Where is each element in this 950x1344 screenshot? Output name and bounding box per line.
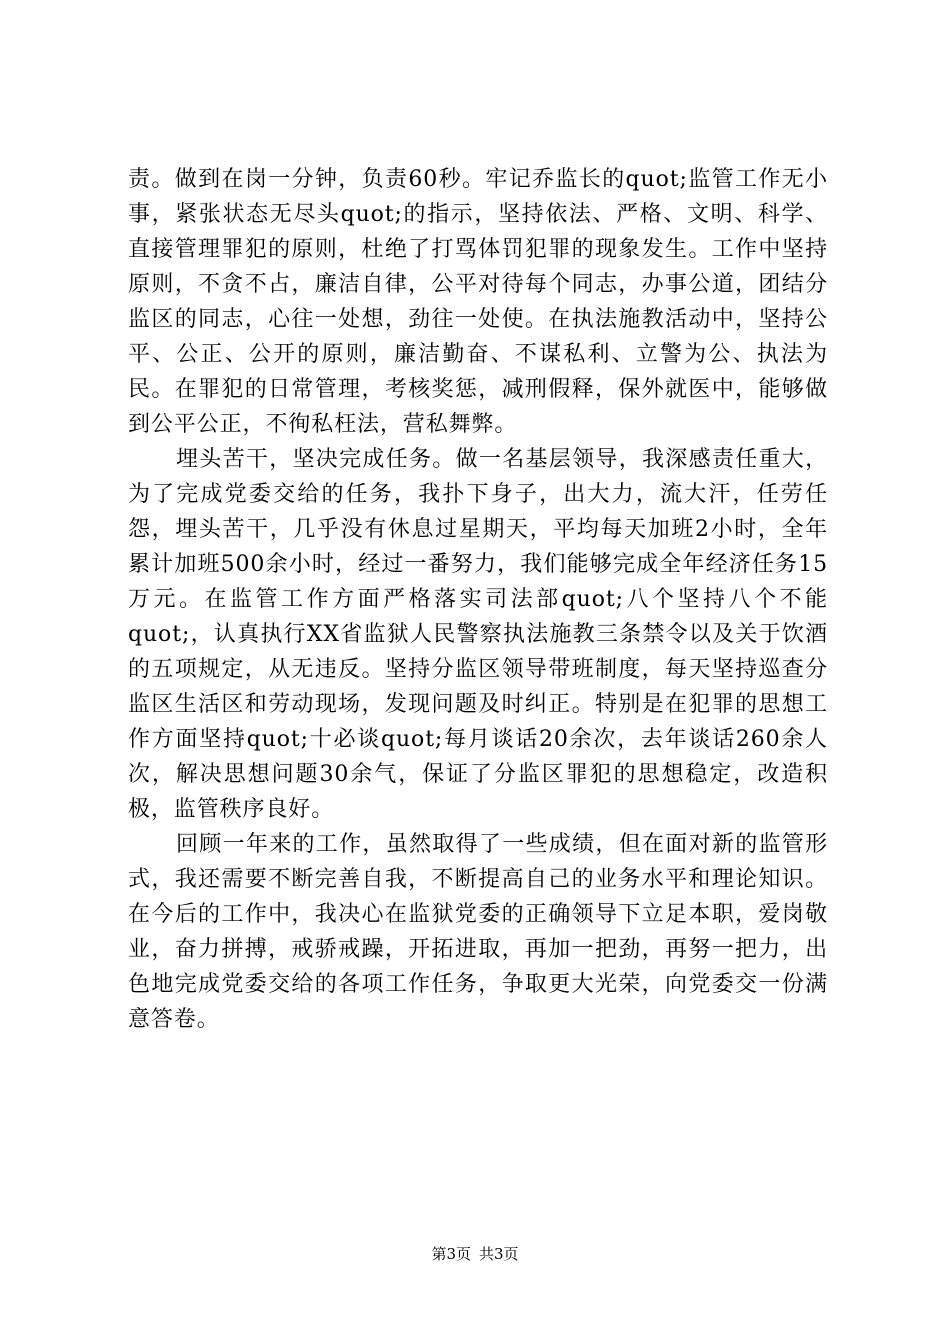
paragraph-hard-work: 埋头苦干，坚决完成任务。做一名基层领导，我深感责任重大，为了完成党委交给的任务，我扑下身子，出大力，流大汗，任劳任怨，埋头苦干，几乎没有休息过星期天，平均每天加班2小时，全年累计加班500余小时，经过一番努力，我们能够完成全年经济任务15万元。在监管工作方面严格落实司法部quot;八个坚持八个不能quot;，认真执行XX省监狱人民警察执法施教三条禁令以及关于饮酒的五项规定，从无违反。坚持分监区领导带班制度，每天坚持巡查分监区生活区和劳动现场，发现问题及时纠正。特别是在犯罪的思想工作方面坚持quot;十必谈quot;每月谈话20余次，去年谈话260余人次，解决思想问题30余气，保证了分监区罪犯的思想稳定，改造积极，监管秩序良好。 xyxy=(128,447,828,822)
paragraph-review: 回顾一年来的工作，虽然取得了一些成绩，但在面对新的监管形式，我还需要不断完善自我，不断提高自己的业务水平和理论知识。在今后的工作中，我决心在监狱党委的正确领导下立足本职，爱岗敬业，奋力拼搏，戒骄戒躁，开拓进取，再加一把劲，再努一把力，出色地完成党委交给的各项工作任务，争取更大光荣，向党委交一份满意答卷。 xyxy=(128,832,828,1032)
document-body xyxy=(128,162,828,1037)
paragraph-continuation: 责。做到在岗一分钟，负责60秒。牢记乔监长的quot;监管工作无小事，紧张状态无尽头quot;的指示，坚持依法、严格、文明、科学、直接管理罪犯的原则，杜绝了打骂体罚犯罪的现象发生。工作中坚持原则，不贪不占，廉洁自律，公平对待每个同志，办事公道，团结分监区的同志，心往一处想，劲往一处使。在执法施教活动中，坚持公平、公正、公开的原则，廉洁勤奋、不谋私利、立警为公、执法为民。在罪犯的日常管理，考核奖惩，减刑假释，保外就医中，能够做到公平公正，不徇私枉法，营私舞弊。 xyxy=(128,167,828,437)
page-footer xyxy=(0,1244,950,1264)
page-number: 第3页 xyxy=(431,1245,471,1263)
page-total: 共3页 xyxy=(479,1245,519,1263)
